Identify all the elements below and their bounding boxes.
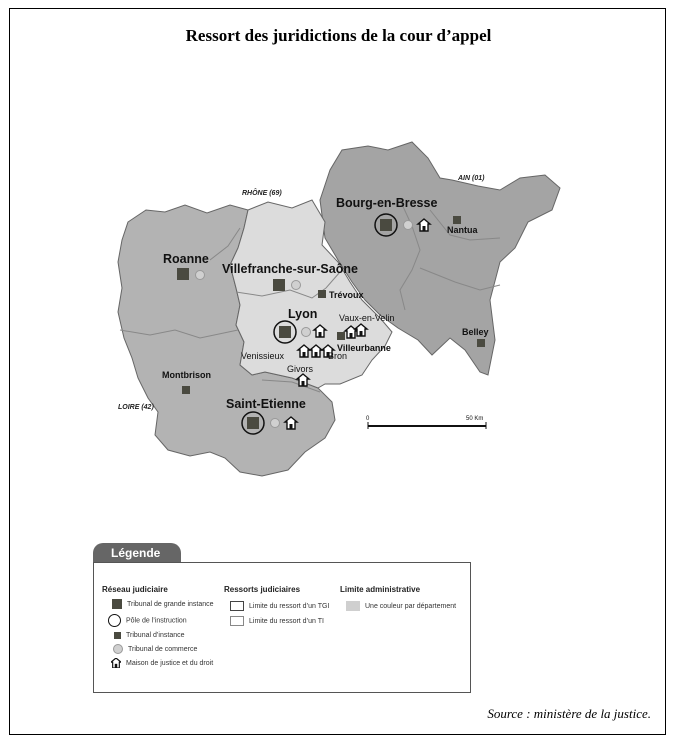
city-saint-etienne: Saint-Etienne [226, 397, 306, 411]
legend-item-ti-limit: Limite du ressort d’un TI [230, 616, 324, 628]
scale-bar [366, 416, 486, 429]
tgi-bourg [380, 219, 392, 231]
legend-heading-reseau: Réseau judiciaire [102, 585, 168, 594]
commerce-swatch [113, 644, 123, 654]
legend-item-ti: Tribunal d’instance [114, 630, 185, 642]
legend-item-tgi: Tribunal de grande instance [112, 599, 214, 611]
label-loire: LOIRE (42) [118, 404, 154, 411]
ti-swatch [114, 632, 121, 639]
city-vaulx: Vaux-en-Velin [339, 313, 395, 323]
department-color-swatch [346, 601, 360, 611]
commerce-saint-etienne [271, 419, 280, 428]
scale-start: 0 [366, 416, 370, 422]
label-ain: AIN (01) [458, 175, 485, 182]
city-venissieux: Venissieux [241, 351, 285, 361]
commerce-lyon [302, 328, 311, 337]
legend-tab: Légende [93, 543, 181, 563]
commerce-roanne [196, 271, 205, 280]
legend-heading-ressorts: Ressorts judiciaires [224, 585, 301, 594]
tgi-limit-swatch [230, 601, 244, 611]
legend-box [93, 562, 471, 693]
source-note: Source : ministère de la justice. [487, 706, 651, 721]
legend-item-department-color: Une couleur par département [346, 601, 456, 613]
house-icon [111, 658, 121, 668]
tgi-saint-etienne [247, 417, 259, 429]
city-villefranche: Villefranche-sur-Saône [222, 262, 358, 276]
ti-belley [477, 339, 485, 347]
tgi-lyon [279, 326, 291, 338]
city-belley: Belley [462, 327, 489, 337]
map-title: Ressort des juridictions de la cour d’appel [185, 26, 492, 45]
tgi-roanne [177, 268, 189, 280]
city-roanne: Roanne [163, 252, 209, 266]
legend-item-mjd: Maison de justice et du droit [111, 658, 213, 670]
tgi-villefranche [273, 279, 285, 291]
city-montbrison: Montbrison [162, 370, 211, 380]
ti-villeurbanne [337, 332, 345, 340]
city-bourg: Bourg-en-Bresse [336, 196, 438, 210]
city-nantua: Nantua [447, 225, 478, 235]
city-bron: Bron [328, 351, 348, 361]
scale-end: 50 Km [466, 416, 484, 422]
commerce-villefranche [292, 281, 301, 290]
legend-heading-limite: Limite administrative [340, 585, 421, 594]
ti-nantua [453, 216, 461, 224]
legend-item-pole: Pôle de l’instruction [108, 614, 187, 626]
tgi-swatch [112, 599, 122, 609]
commerce-bourg [404, 221, 413, 230]
legend-item-tgi-limit: Limite du ressort d’un TGI [230, 601, 329, 613]
legend-item-commerce: Tribunal de commerce [113, 644, 197, 656]
label-rhone: RHÔNE (69) [242, 190, 282, 197]
pole-instruction-swatch [108, 614, 121, 627]
ti-limit-swatch [230, 616, 244, 626]
city-villeurbanne: Villeurbanne [337, 343, 391, 353]
city-lyon: Lyon [288, 307, 318, 321]
ti-montbrison [182, 386, 190, 394]
ti-trevoux [318, 290, 326, 298]
city-givors: Givors [287, 364, 314, 374]
city-trevoux: Trévoux [329, 290, 364, 300]
